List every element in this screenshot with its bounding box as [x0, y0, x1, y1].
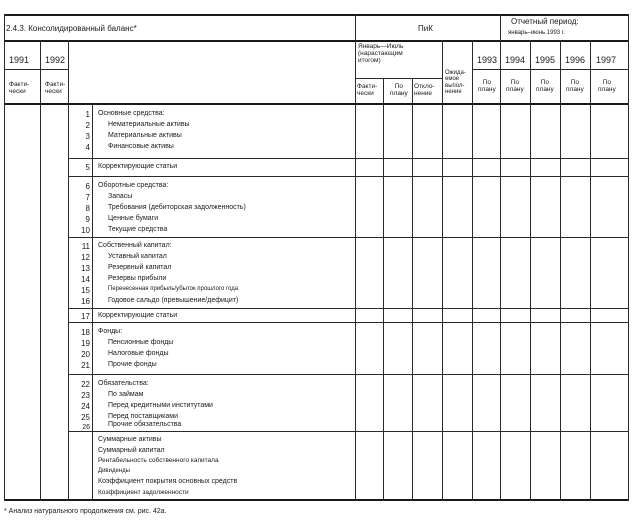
right-border — [628, 14, 629, 501]
row-label: Резервный капитал — [108, 264, 172, 271]
row-label: Прочие обязательства — [108, 421, 182, 428]
year-1993-sub: По плану — [478, 79, 496, 93]
row-label: Перед кредитными институтами — [108, 402, 213, 409]
row-num: 1 — [85, 110, 90, 119]
row-num: 8 — [85, 204, 90, 213]
row-num: 23 — [81, 391, 90, 400]
row-label: Собственный капитал: — [98, 242, 172, 249]
row-label: Требования (дебиторская задолженность) — [108, 204, 246, 211]
ytd-group-label: Январь—Июль (нарастающим итогом) — [358, 43, 404, 64]
year-1996-sub: По плану — [566, 79, 584, 93]
row-label: Корректирующие статьи — [98, 163, 178, 170]
year-row-divider-right — [472, 69, 629, 70]
section-divider — [68, 237, 629, 238]
col-divider-1995 — [560, 40, 561, 501]
row-num: 21 — [81, 361, 90, 370]
year-1997: 1997 — [596, 55, 617, 65]
summary-item: Суммарные активы — [98, 436, 162, 443]
pbk-label: ПиК — [418, 24, 433, 33]
section-divider — [68, 308, 629, 309]
summary-item: Дивиденды — [98, 468, 130, 474]
row-label: По займам — [108, 391, 144, 398]
row-label: Налоговые фонды — [108, 350, 169, 357]
row-label: Пенсионные фонды — [108, 339, 174, 346]
ytd-col-deviation: Откло- нение — [414, 83, 435, 97]
row-num: 14 — [81, 275, 90, 284]
row-num: 17 — [81, 312, 90, 321]
col-divider-1991 — [40, 40, 41, 501]
row-label: Фонды: — [98, 328, 123, 335]
row-num: 2 — [85, 121, 90, 130]
year-1992: 1992 — [45, 55, 66, 65]
year-row-divider — [4, 69, 68, 70]
title-bottom-border — [4, 40, 629, 42]
summary-item: Рентабельность собственного капитала — [98, 457, 219, 464]
section-divider — [68, 431, 629, 432]
row-num: 24 — [81, 402, 90, 411]
row-label: Резервы прибыли — [108, 275, 167, 282]
col-divider-expected — [472, 40, 473, 501]
row-num: 12 — [81, 253, 90, 262]
table-bottom-border — [4, 499, 629, 501]
col-divider-1996 — [590, 40, 591, 501]
row-label: Нематериальные активы — [108, 121, 190, 128]
section-divider — [68, 176, 629, 177]
year-1993: 1993 — [477, 55, 498, 65]
summary-item: Суммарный капитал — [98, 447, 165, 454]
row-num: 7 — [85, 193, 90, 202]
row-label: Годовое сальдо (превышение/дефицит) — [108, 297, 239, 304]
year-1994-sub: По плану — [506, 79, 524, 93]
row-num: 3 — [85, 132, 90, 141]
summary-item: Коэффициент задолженности — [98, 489, 189, 496]
header-bottom-border — [4, 103, 629, 105]
row-num: 25 — [81, 413, 90, 422]
row-label: Уставный капитал — [108, 253, 167, 260]
ytd-col-actual: Факти- чески — [357, 83, 378, 97]
year-1994: 1994 — [505, 55, 526, 65]
left-border — [4, 14, 5, 501]
expected-col: Ожида- емое выпол- нение — [445, 70, 466, 95]
col-divider-1994 — [530, 40, 531, 501]
row-label: Перед поставщиками — [108, 413, 179, 420]
section-divider — [68, 158, 629, 159]
row-label: Запасы — [108, 193, 133, 200]
row-label: Корректирующие статьи — [98, 312, 178, 319]
row-num: 11 — [81, 242, 90, 251]
col-divider-actual — [383, 78, 384, 501]
row-num: 9 — [85, 215, 90, 224]
col-divider-plan — [412, 78, 413, 501]
row-num: 19 — [81, 339, 90, 348]
col-divider-num — [92, 103, 93, 501]
section-divider — [68, 374, 629, 375]
section-divider — [68, 322, 629, 323]
row-num: 22 — [81, 380, 90, 389]
row-label: Оборотные средства: — [98, 182, 169, 189]
period-value: январь–июнь 1993 г. — [508, 30, 565, 36]
row-num: 16 — [81, 297, 90, 306]
row-label: Обязательства: — [98, 380, 149, 387]
col-divider-title — [355, 14, 356, 501]
col-divider-dev — [442, 40, 443, 501]
row-num: 18 — [81, 328, 90, 337]
row-num: 10 — [81, 226, 90, 235]
footnote: * Анализ натурального продолжения см. рис. 42а. — [4, 508, 167, 515]
row-label: Основные средства: — [98, 110, 165, 117]
row-label: Материальные активы — [108, 132, 182, 139]
ytd-group-divider — [355, 78, 442, 79]
ytd-col-plan: По плану — [390, 83, 408, 97]
row-label: Перенесенная прибыль/убыток прошлого года — [108, 286, 239, 292]
period-label: Отчетный период: — [511, 17, 579, 26]
row-num: 20 — [81, 350, 90, 359]
row-num: 26 — [82, 424, 90, 431]
summary-item: Коэффициент покрытия основных средств — [98, 478, 238, 485]
row-label: Финансовые активы — [108, 143, 174, 150]
row-label: Ценные бумаги — [108, 215, 159, 222]
col-divider-period — [500, 14, 501, 501]
year-1991-sub: Факти- чески — [9, 81, 30, 95]
year-1996: 1996 — [565, 55, 586, 65]
row-num: 13 — [81, 264, 90, 273]
col-divider-1992 — [68, 40, 69, 501]
row-label: Прочие фонды — [108, 361, 157, 368]
table-title: 2.4.3. Консолидированный баланс* — [6, 24, 137, 33]
year-1995-sub: По плану — [536, 79, 554, 93]
row-label: Текущие средства — [108, 226, 168, 233]
top-border — [4, 14, 629, 16]
year-1992-sub: Факти- чески — [45, 81, 66, 95]
row-num: 4 — [85, 143, 90, 152]
year-1995: 1995 — [535, 55, 556, 65]
row-num: 5 — [85, 163, 90, 172]
year-1997-sub: По плану — [598, 79, 616, 93]
year-1991: 1991 — [9, 55, 30, 65]
row-num: 15 — [81, 286, 90, 295]
row-num: 6 — [85, 182, 90, 191]
